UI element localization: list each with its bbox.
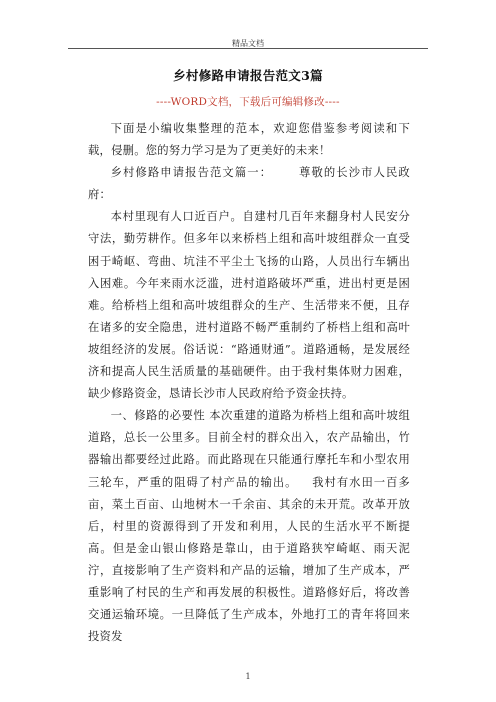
section-text: 本次重建的道路为桥档上组和高叶坡组道路，总长一公里多。目前全村的群众出入，农产品输出，竹器输出都要经过此路。而此路现在只能通行摩托车和小型农用三轮车，严重的阻碍了村产品的输出。: [88, 409, 410, 489]
essay-lead: 乡村修路申请报告范文篇一：: [110, 166, 273, 180]
header-divider: [68, 48, 428, 49]
document-body: [88, 118, 410, 648]
document-title: 乡村修路申请报告范文3篇: [173, 68, 323, 83]
addressee: 尊敬的长沙市人民政府：: [88, 166, 410, 202]
section-text-continued: 我村有水田一百多亩，菜土百亩、山地树木一千余亩、其余的未开荒。改革开放后，村里的资源得到了开发和利用，人民的生活水平不断提高。但是金山银山修路是靠山，由于道路狭窄崎岖、雨天泥泞，直接影响了生产资料和产品的运输，增加了生产成本，严重影响了村民的生产和再发展的积极性。道路修好后，将改善交通运输环境。一旦降低了生产成本，外地打工的青年将回来投资发: [88, 475, 410, 644]
essay-intro-paragraph: [88, 162, 410, 206]
header-label: 精品文档: [232, 39, 264, 48]
necessity-paragraph: [88, 405, 410, 648]
page-number: 1: [245, 672, 251, 681]
section-heading: 一、修路的必要性: [110, 409, 206, 423]
document-subtitle: ----WORD文档，下载后可编辑修改----: [156, 96, 340, 108]
body-paragraph: 本村里现有人口近百户。自建村几百年来翻身村人民安分守法，勤劳耕作。但多年以来桥档上组和高叶坡组群众一直受困于崎岖、弯曲、坑洼不平尘土飞扬的山路，人员出行车辆出入困难。今年来雨水泛滥，进村道路破坏严重，进出村更是困难。给桥档上组和高叶坡组群众的生产、生活带来不便，且存在诸多的安全隐患，进村道路不畅严重制约了桥档上组和高叶坡组经济的发展。俗话说：“路通财通”。道路通畅，是发展经济和提高人民生活质量的基础硬件。由于我村集体财力困难，缺少修路资金，恳请长沙市人民政府给予资金扶持。: [88, 210, 410, 401]
intro-paragraph: 下面是小编收集整理的范本，欢迎您借鉴参考阅读和下载，侵删。您的努力学习是为了更美好的未来！: [88, 122, 410, 158]
page-header: [0, 0, 496, 48]
